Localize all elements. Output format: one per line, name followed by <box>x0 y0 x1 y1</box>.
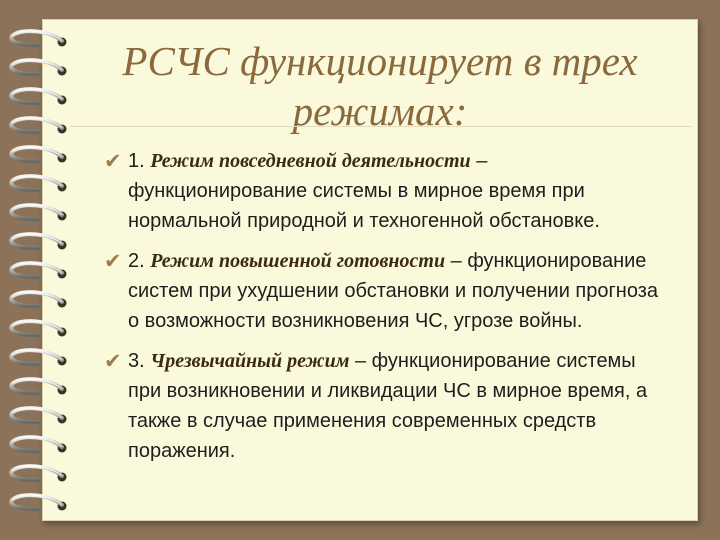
spiral-ring <box>11 60 66 75</box>
title-divider <box>70 126 692 127</box>
spiral-ring <box>11 147 66 162</box>
spiral-ring <box>11 234 66 249</box>
bullet-description: функционирование системы при возникновении и ликвидации ЧС в мирное время, а также в случае применения современных средств поражения. <box>128 350 648 462</box>
bullet-dash: – <box>450 250 462 272</box>
spiral-ring <box>11 118 66 133</box>
spiral-ring <box>11 263 66 278</box>
spiral-ring <box>11 466 66 481</box>
spiral-ring <box>11 495 66 510</box>
bullet-text <box>128 346 664 466</box>
bullet-dash: – <box>476 150 488 172</box>
check-mark-icon: ✔ <box>104 250 122 273</box>
spiral-ring <box>11 89 66 104</box>
bullet-item <box>104 246 664 336</box>
bullet-text <box>128 246 664 336</box>
bullet-description: функционирование систем при ухудшении обстановки и получении прогноза о возможности возникновения ЧС, угрозе войны. <box>128 250 659 332</box>
spiral-binding <box>0 0 90 540</box>
bullet-item <box>104 346 664 466</box>
spiral-ring <box>11 408 66 423</box>
spiral-ring <box>11 437 66 452</box>
bullet-term: Чрезвычайный режим <box>150 350 350 372</box>
spiral-ring <box>11 321 66 336</box>
spiral-ring <box>11 31 66 46</box>
check-mark-icon: ✔ <box>104 150 122 173</box>
spiral-ring <box>11 205 66 220</box>
page-title: РСЧС функционирует в трех режимах: <box>122 38 638 134</box>
bullet-description: функционирование системы в мирное время при нормальной природной и техногенной обстановке. <box>128 180 600 232</box>
spiral-ring <box>11 292 66 307</box>
check-mark-icon: ✔ <box>104 350 122 373</box>
spiral-ring <box>11 176 66 191</box>
bullet-number: 2. <box>128 250 145 272</box>
bullet-number: 1. <box>128 150 145 172</box>
bullet-item <box>104 146 664 236</box>
spiral-ring <box>11 379 66 394</box>
spiral-ring <box>11 350 66 365</box>
bullet-list <box>104 146 664 476</box>
bullet-term: Режим повышенной готовности <box>150 250 446 272</box>
bullet-dash: – <box>354 350 367 372</box>
bullet-term: Режим повседневной деятельности <box>150 150 471 172</box>
bullet-text <box>128 146 664 236</box>
bullet-number: 3. <box>128 350 145 372</box>
